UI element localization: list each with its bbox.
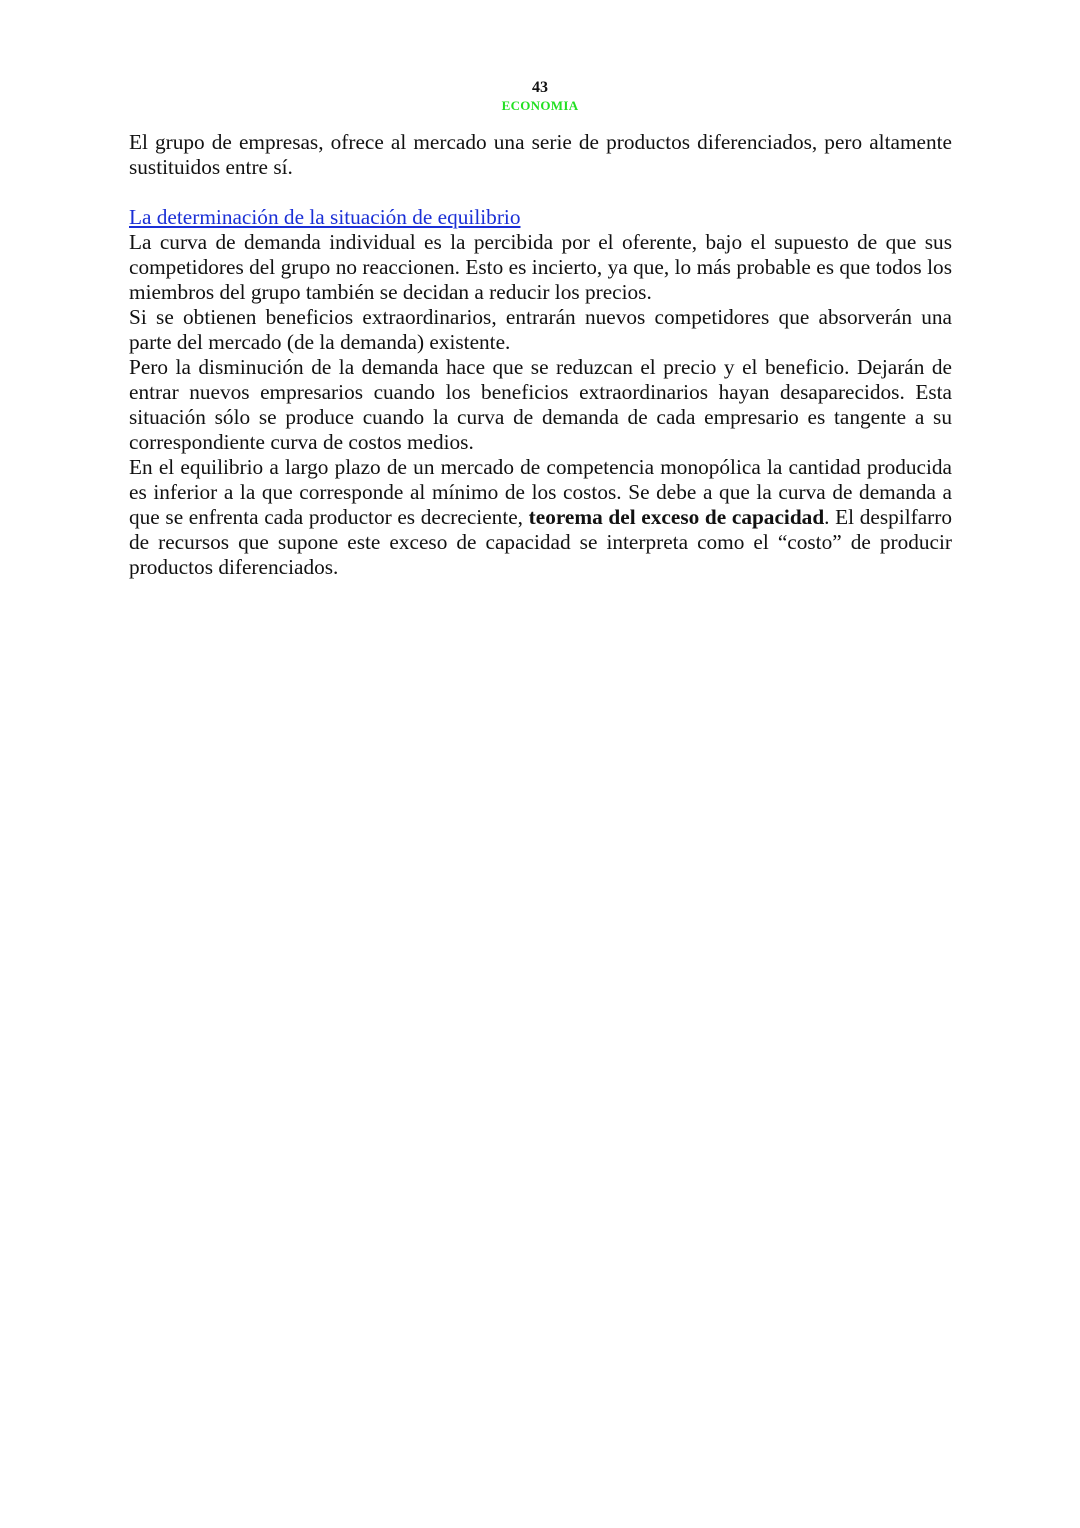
section-heading-line [129,205,952,230]
paragraph-extraordinary-profits: Si se obtienen beneficios extraordinarios, entrarán nuevos competidores que absorverán una parte del mercado (de la demanda) existente. [129,305,952,354]
paragraph-demand-curve: La curva de demanda individual es la percibida por el oferente, bajo el supuesto de que sus competidores del grupo no reaccionen. Esto es incierto, ya que, lo más probable es que todos los miembros del grupo también se decidan a reducir los precios. [129,230,952,304]
paragraph-spacer [129,180,952,205]
section-heading-link[interactable]: La determinación de la situación de equilibrio [129,205,521,229]
paragraph-demand-decrease: Pero la disminución de la demanda hace que se reduzcan el precio y el beneficio. Dejarán de entrar nuevos empresarios cuando los beneficios extraordinarios hayan desaparecidos. Esta situación sólo se produce cuando la curva de demanda de cada empresario es tangente a su correspondiente curva de costos medios. [129,355,952,454]
paragraph-long-run-equilibrium [129,455,952,580]
intro-paragraph: El grupo de empresas, ofrece al mercado una serie de productos diferenciados, pero altamente sustituidos entre sí. [129,130,952,179]
paragraph-text-part: . El despilfarro de recursos que supone este exceso de capacidad se interpreta como el “costo” de producir productos diferenciados. [129,505,952,579]
paragraph-text-part: En el equilibrio a largo plazo de un mercado de competencia monopólica la cantidad producida es inferior a la que corresponde al mínimo de los costos. Se debe a que la curva de demanda a que se enfrenta cada productor es decreciente, [129,455,952,529]
running-title: ECONOMIA [501,98,579,113]
page-number: 43 [532,79,548,96]
page-header [0,78,1080,114]
document-body [129,130,952,580]
excess-capacity-theorem-term: teorema del exceso de capacidad [528,505,825,529]
